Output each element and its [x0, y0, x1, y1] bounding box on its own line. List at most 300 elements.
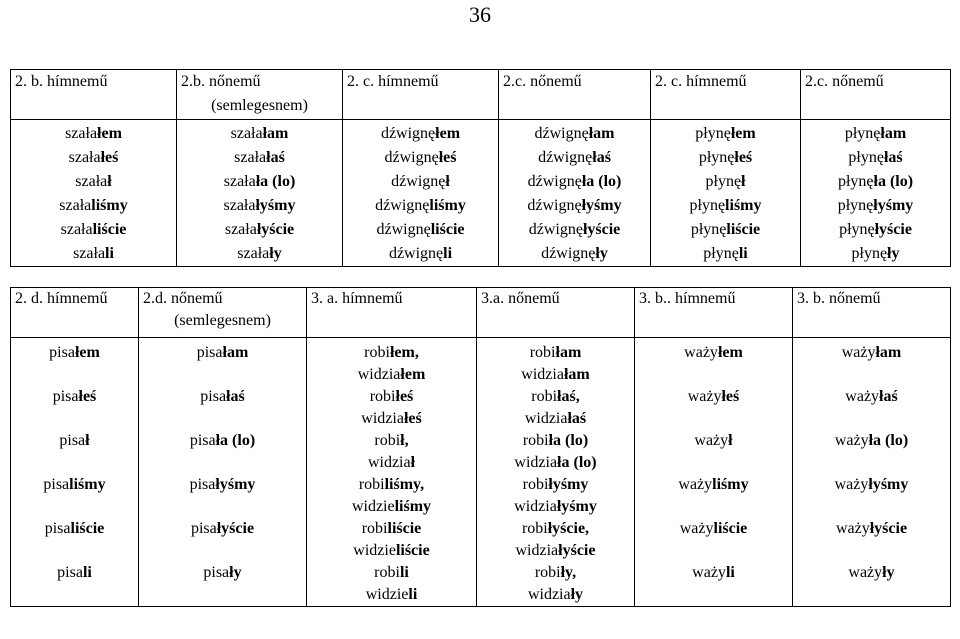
spacer [139, 496, 306, 518]
verb-ending: łyśmy [556, 498, 597, 515]
verb-stem: waży [687, 388, 722, 405]
verb-stem: widzia [367, 454, 411, 471]
verb-form [477, 562, 634, 584]
verb-form [477, 518, 634, 540]
verb-form [801, 170, 950, 194]
verb-stem: waży [834, 432, 869, 449]
verb-stem: pisa [196, 344, 223, 361]
verb-ending: ła (lo) [548, 432, 589, 449]
verb-ending: łam [588, 125, 615, 142]
verb-form [651, 218, 800, 242]
table2-header-label: 2.d. nőnemű [143, 290, 223, 307]
verb-ending: łem [97, 125, 122, 142]
verb-ending: łyśmy [215, 476, 256, 493]
verb-stem: płynę [690, 221, 727, 238]
table2-column [635, 338, 793, 607]
verb-stem: płynę [851, 245, 888, 262]
table2-column [11, 338, 139, 607]
verb-ending: łeś [403, 410, 422, 427]
verb-ending: łaś [879, 388, 898, 405]
verb-ending: li [725, 564, 735, 581]
verb-stem: waży [684, 344, 718, 361]
verb-ending: ła (lo) [557, 454, 597, 471]
verb-stem: pisa [190, 520, 217, 537]
table1-header-cell [801, 70, 951, 120]
table1-column [177, 120, 343, 267]
verb-form [477, 364, 634, 386]
verb-form [11, 342, 138, 364]
verb-stem: robi [369, 388, 396, 405]
spacer [139, 452, 306, 474]
conjugation-table-2 [10, 287, 951, 607]
verb-stem: dźwignę [376, 221, 431, 238]
verb-form [11, 170, 176, 194]
verb-stem: pisa [189, 432, 216, 449]
verb-form [11, 474, 138, 496]
verb-form [499, 242, 650, 266]
table1-header-cell [11, 70, 177, 120]
spacer [11, 452, 138, 474]
verb-ending: ł [728, 432, 733, 449]
verb-stem: widzia [527, 586, 571, 603]
verb-stem: pisa [203, 564, 230, 581]
verb-stem: płynę [689, 197, 726, 214]
verb-ending: ł, [400, 432, 409, 449]
verb-ending: łaś [883, 149, 903, 166]
verb-form [477, 540, 634, 562]
verb-stem: widzia [357, 366, 401, 383]
verb-form [477, 430, 634, 452]
spacer [793, 540, 950, 562]
conjugation-table-1 [10, 69, 951, 267]
verb-stem: dźwignę [538, 149, 593, 166]
spacer [139, 408, 306, 430]
verb-form [801, 242, 950, 266]
verb-stem: płynę [839, 221, 875, 238]
verb-stem: płynę [837, 197, 874, 214]
verb-ending: liśmy [712, 476, 749, 493]
verb-ending: łyście, [547, 520, 590, 537]
spacer [793, 584, 950, 606]
verb-ending: ła (lo) [215, 432, 256, 449]
verb-stem: szała [68, 149, 101, 166]
verb-ending: ła (lo) [873, 173, 914, 190]
verb-form [11, 518, 138, 540]
verb-ending: liśmy, [384, 476, 425, 493]
verb-ending: liście [430, 221, 465, 238]
verb-ending: łyście [869, 520, 908, 537]
verb-ending: ł [741, 173, 746, 190]
verb-ending: liście [713, 520, 748, 537]
verb-ending: łem [74, 344, 100, 361]
verb-stem: płynę [848, 149, 884, 166]
verb-stem: płynę [703, 245, 739, 262]
verb-stem: płynę [695, 125, 731, 142]
table1-header-cell [343, 70, 499, 120]
verb-ending: liście [726, 221, 761, 238]
table1-column [343, 120, 499, 267]
verb-ending: łeś [78, 388, 97, 405]
verb-ending: liście [387, 520, 422, 537]
verb-stem: widzia [515, 542, 559, 559]
table1-header-row [11, 70, 951, 120]
verb-form [477, 342, 634, 364]
spacer [635, 540, 792, 562]
table2-header-cell [307, 288, 477, 338]
verb-stem: widzie [351, 498, 395, 515]
verb-ending: łyśmy [581, 197, 622, 214]
verb-form [139, 430, 306, 452]
verb-form [651, 122, 800, 146]
table2-header-label: 2. d. hímnemű [15, 290, 108, 307]
verb-ending: łyśmy [868, 476, 909, 493]
verb-form [307, 342, 476, 364]
verb-form [177, 122, 342, 146]
verb-ending: łeś [438, 149, 457, 166]
verb-ending: łyście [582, 221, 621, 238]
verb-form [477, 584, 634, 606]
table2-header-cell [793, 288, 951, 338]
verb-form [139, 342, 306, 364]
verb-stem: płynę [837, 173, 874, 190]
verb-ending: łam [222, 344, 249, 361]
verb-stem: widzia [524, 410, 568, 427]
verb-ending: liśmy [394, 498, 432, 515]
verb-stem: szała [75, 173, 108, 190]
spacer [635, 408, 792, 430]
verb-form [11, 122, 176, 146]
verb-ending: łem [717, 344, 743, 361]
verb-ending: łyśmy [873, 197, 914, 214]
verb-form [651, 170, 800, 194]
verb-ending: łem [730, 125, 756, 142]
verb-ending: li [443, 245, 453, 262]
verb-ending: łem, [389, 344, 419, 361]
verb-stem: szała [223, 197, 256, 214]
verb-stem: dźwignę [391, 173, 446, 190]
verb-ending: łaś [266, 149, 285, 166]
verb-form [177, 170, 342, 194]
verb-ending: łyśmy [548, 476, 589, 493]
verb-form [635, 386, 792, 408]
table2-body-row [11, 338, 951, 607]
verb-ending: łeś [734, 149, 753, 166]
verb-ending: łam [262, 125, 289, 142]
verb-ending: łyście [256, 221, 295, 238]
verb-form [343, 218, 498, 242]
verb-stem: widzie [353, 542, 396, 559]
verb-stem: widzia [514, 498, 557, 515]
verb-ending: łam [875, 344, 902, 361]
verb-form [11, 146, 176, 170]
verb-ending: łyśmy [255, 197, 296, 214]
verb-ending: liście [395, 542, 430, 559]
verb-ending: li [82, 564, 92, 581]
verb-stem: waży [841, 344, 876, 361]
table1-column [651, 120, 801, 267]
verb-ending: łam [563, 366, 590, 383]
verb-ending: ły [887, 245, 900, 262]
verb-form [793, 342, 950, 364]
verb-ending: li [399, 564, 409, 581]
spacer [139, 540, 306, 562]
verb-form [793, 474, 950, 496]
table2-column [793, 338, 951, 607]
verb-form [307, 562, 476, 584]
verb-ending: łaś, [557, 388, 580, 405]
verb-stem: robi [522, 476, 549, 493]
verb-ending: łyście [216, 520, 255, 537]
verb-ending: łem [400, 366, 426, 383]
verb-form [343, 242, 498, 266]
table1-header-cell [499, 70, 651, 120]
spacer [635, 584, 792, 606]
spacer [635, 364, 792, 386]
verb-form [11, 430, 138, 452]
verb-form [793, 562, 950, 584]
verb-form [801, 122, 950, 146]
verb-stem: szała [65, 125, 98, 142]
verb-stem: robi [522, 432, 549, 449]
verb-stem: dźwignę [527, 173, 582, 190]
verb-ending: ł [85, 432, 90, 449]
table2-column [477, 338, 635, 607]
verb-form [343, 194, 498, 218]
verb-form [801, 194, 950, 218]
table1-header-label: 2. c. hímnemű [655, 73, 747, 90]
spacer [793, 408, 950, 430]
verb-form [307, 364, 476, 386]
table1-header-label: 2. c. hímnemű [347, 73, 439, 90]
verb-stem: dźwignę [528, 221, 583, 238]
spacer [793, 452, 950, 474]
verb-form [651, 194, 800, 218]
verb-form [11, 242, 176, 266]
verb-stem: dźwignę [384, 149, 439, 166]
table2-header-label: 3. b. nőnemű [797, 290, 881, 307]
verb-ending: łyście [874, 221, 912, 238]
verb-stem: robi [358, 476, 385, 493]
verb-form [499, 146, 650, 170]
verb-stem: waży [692, 564, 726, 581]
verb-ending: ły [269, 245, 282, 262]
verb-stem: robi [534, 564, 561, 581]
verb-stem: widzia [361, 410, 404, 427]
table1-header-label: 2.c. nőnemű [805, 73, 884, 90]
spacer [11, 364, 138, 386]
verb-form [139, 562, 306, 584]
verb-stem: dźwignę [527, 197, 582, 214]
verb-stem: robi [529, 344, 556, 361]
verb-stem: waży [845, 388, 880, 405]
verb-form [499, 194, 650, 218]
spacer [139, 364, 306, 386]
verb-form [499, 218, 650, 242]
verb-form [635, 474, 792, 496]
verb-stem: robi [364, 344, 390, 361]
verb-stem: szała [73, 245, 106, 262]
verb-stem: pisa [52, 388, 79, 405]
verb-form [307, 452, 476, 474]
verb-ending: ł [107, 173, 112, 190]
verb-stem: szała [224, 221, 257, 238]
verb-ending: ły, [560, 564, 577, 581]
verb-stem: robi [361, 520, 388, 537]
table2-header-cell [477, 288, 635, 338]
verb-stem: pisa [57, 564, 83, 581]
table1-column [499, 120, 651, 267]
table2-header-label: 3. b.. hímnemű [639, 290, 736, 307]
verb-form [139, 518, 306, 540]
table1-column [11, 120, 177, 267]
spacer [139, 584, 306, 606]
verb-form [307, 408, 476, 430]
verb-form [499, 122, 650, 146]
verb-stem: waży [679, 520, 714, 537]
verb-stem: pisa [44, 520, 71, 537]
verb-ending: łeś [395, 388, 414, 405]
verb-stem: waży [848, 564, 883, 581]
table1-column [801, 120, 951, 267]
verb-form [11, 562, 138, 584]
verb-stem: dźwignę [375, 197, 430, 214]
spacer [793, 496, 950, 518]
verb-ending: ły [570, 586, 584, 603]
verb-stem: dźwignę [380, 125, 436, 142]
verb-stem: szała [237, 245, 270, 262]
verb-form [139, 386, 306, 408]
verb-form [343, 122, 498, 146]
verb-stem: waży [678, 476, 713, 493]
verb-form [139, 474, 306, 496]
table2-header-cell [635, 288, 793, 338]
verb-form [793, 430, 950, 452]
verb-form [635, 518, 792, 540]
verb-form [343, 170, 498, 194]
verb-ending: liśmy [91, 197, 128, 214]
verb-form [307, 474, 476, 496]
verb-form [793, 518, 950, 540]
table1-header-sublabel: (semlegesnem) [211, 97, 308, 114]
verb-form [477, 452, 634, 474]
verb-form [307, 518, 476, 540]
verb-stem: szała [234, 149, 267, 166]
table1-header-label: 2. b. hímnemű [15, 73, 108, 90]
table1-header-label: 2.b. nőnemű [181, 73, 261, 90]
verb-ending: ła (lo) [255, 173, 296, 190]
table2-column [139, 338, 307, 607]
verb-form [177, 146, 342, 170]
verb-form [177, 218, 342, 242]
verb-ending: ła (lo) [868, 432, 909, 449]
verb-stem: płynę [844, 125, 881, 142]
verb-stem: dźwignę [388, 245, 444, 262]
table1-header-cell [651, 70, 801, 120]
table2-header-cell [11, 288, 139, 338]
verb-stem: dźwignę [541, 245, 596, 262]
verb-form [499, 170, 650, 194]
verb-form [651, 242, 800, 266]
verb-ending: liście [92, 221, 127, 238]
table2-column [307, 338, 477, 607]
verb-ending: ły [882, 564, 895, 581]
verb-ending: łaś [567, 410, 587, 427]
verb-form [635, 562, 792, 584]
verb-form [477, 474, 634, 496]
spacer [11, 408, 138, 430]
verb-form [11, 218, 176, 242]
verb-ending: łaś [592, 149, 611, 166]
spacer [11, 496, 138, 518]
table2-header-label: 3. a. hímnemű [311, 290, 403, 307]
verb-form [307, 540, 476, 562]
verb-ending: ł [410, 454, 416, 471]
verb-form [11, 386, 138, 408]
verb-stem: waży [835, 520, 870, 537]
table2-header-cell [139, 288, 307, 338]
verb-form [177, 194, 342, 218]
verb-form [651, 146, 800, 170]
verb-form [793, 386, 950, 408]
verb-stem: robi [521, 520, 548, 537]
verb-stem: pisa [49, 344, 75, 361]
verb-stem: widzia [514, 454, 558, 471]
table2-header-row [11, 288, 951, 338]
verb-ending: ła (lo) [581, 173, 622, 190]
spacer [11, 540, 138, 562]
verb-ending: łem [435, 125, 461, 142]
verb-stem: szała [230, 125, 263, 142]
verb-form [801, 146, 950, 170]
spacer [635, 496, 792, 518]
verb-stem: pisa [59, 432, 86, 449]
verb-ending: liśmy [429, 197, 466, 214]
spacer [11, 584, 138, 606]
verb-ending: li [408, 586, 418, 603]
verb-ending: łam [555, 344, 582, 361]
spacer [635, 452, 792, 474]
verb-stem: dźwignę [534, 125, 589, 142]
verb-ending: ły [595, 245, 608, 262]
verb-ending: li [105, 245, 114, 262]
verb-stem: szała [223, 173, 256, 190]
verb-form [11, 194, 176, 218]
verb-ending: łyście [558, 542, 596, 559]
verb-ending: ły [229, 564, 242, 581]
spacer [793, 364, 950, 386]
verb-form [343, 146, 498, 170]
verb-stem: pisa [189, 476, 216, 493]
verb-form [177, 242, 342, 266]
verb-form [635, 342, 792, 364]
verb-ending: łeś [721, 388, 740, 405]
table1-header-label: 2.c. nőnemű [503, 73, 582, 90]
verb-stem: robi [374, 432, 401, 449]
verb-ending: łaś [226, 388, 245, 405]
verb-form [307, 584, 476, 606]
verb-stem: robi [374, 564, 400, 581]
verb-stem: szała [59, 197, 92, 214]
page-number: 36 [469, 2, 491, 27]
verb-form [307, 430, 476, 452]
verb-stem: widzia [521, 366, 564, 383]
verb-stem: szała [60, 221, 93, 238]
verb-stem: widzie [365, 586, 409, 603]
verb-ending: ł [445, 173, 450, 190]
verb-form [477, 386, 634, 408]
verb-form [307, 386, 476, 408]
verb-stem: pisa [43, 476, 70, 493]
